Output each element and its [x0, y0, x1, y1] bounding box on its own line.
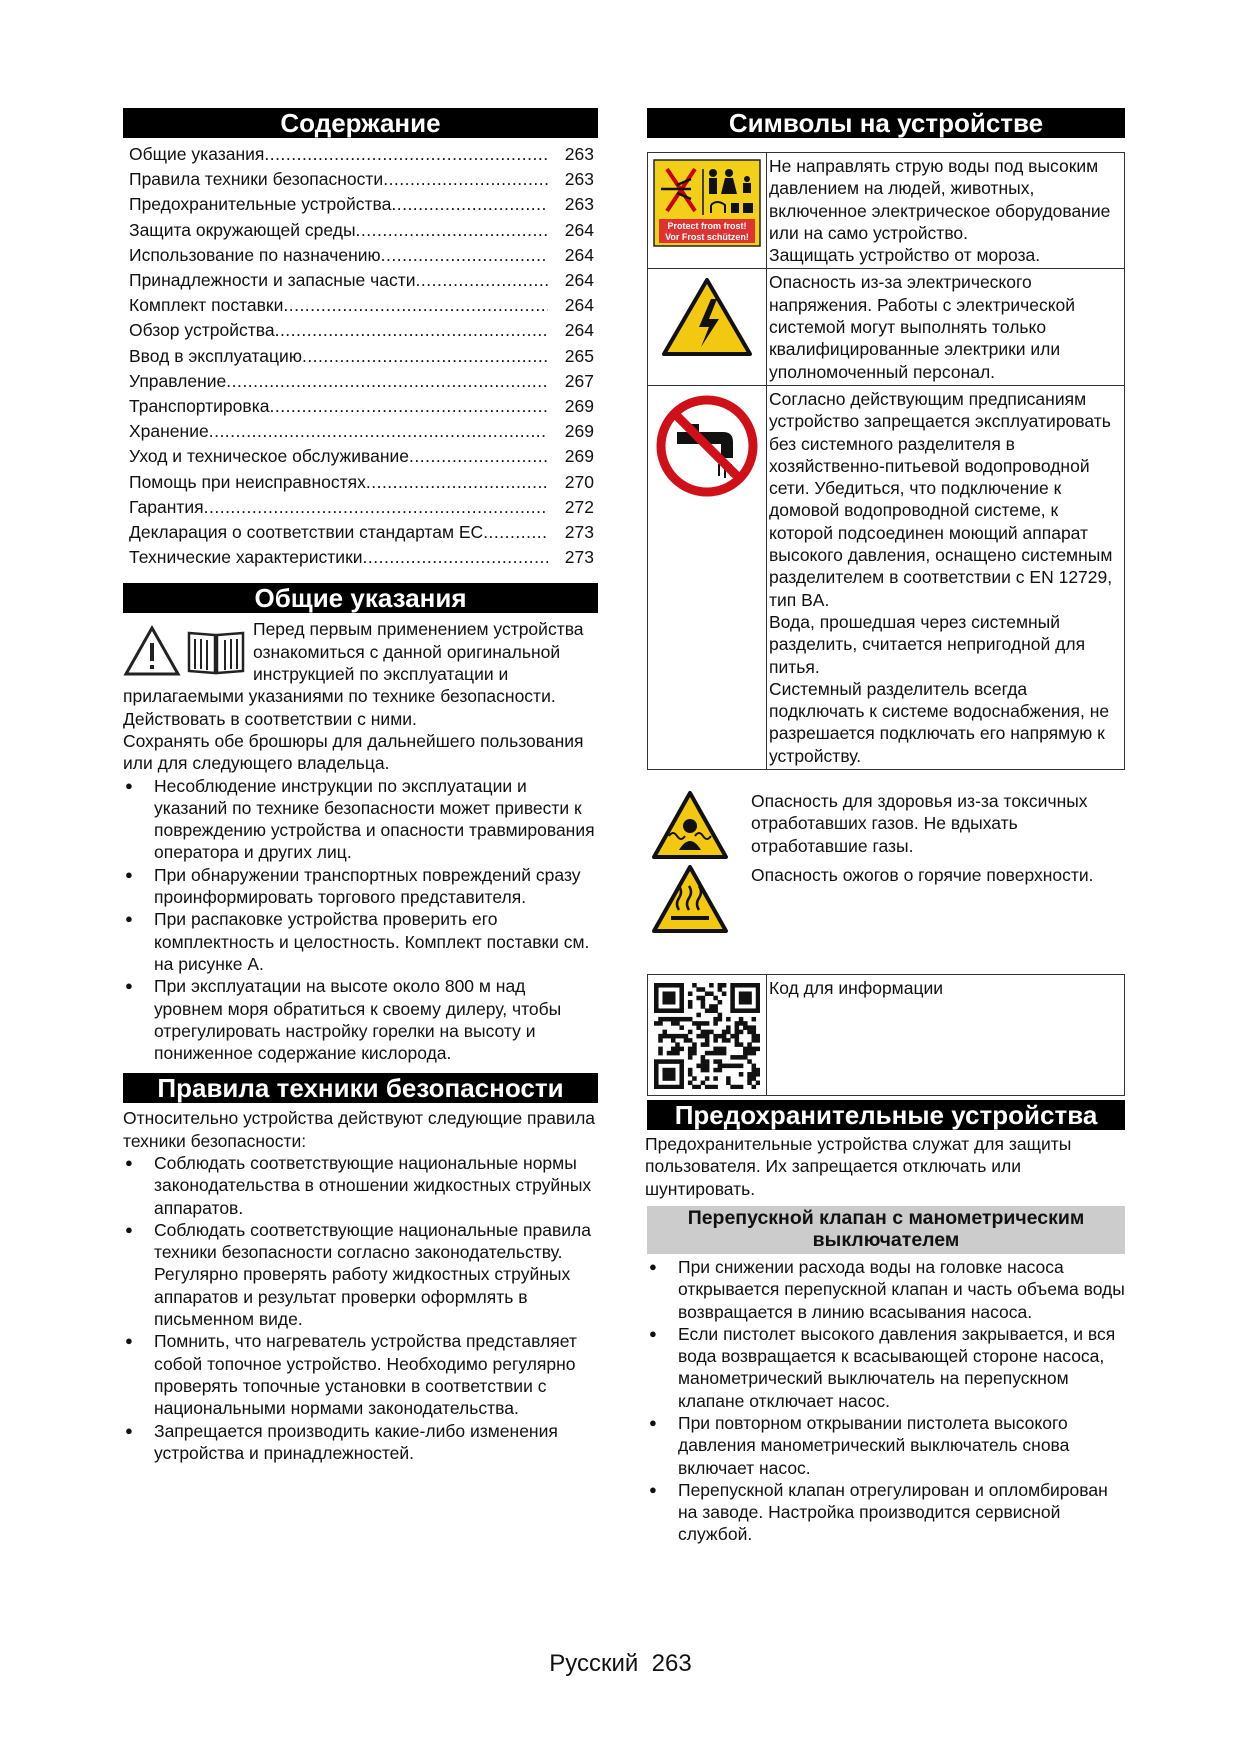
electric-hazard-icon	[661, 277, 753, 357]
list-item: ● При распаковке устройства проверить его комплектность и целостность. Комплект поставки см. на рисунке A.	[123, 908, 598, 975]
symbol-text: Вода, прошедшая через системный разделить, считается непригодной для питья.	[769, 611, 1086, 677]
list-item: ● При повторном открывании пистолета высокого давления манометрический выключатель снова включает насос.	[647, 1412, 1125, 1479]
toc-leader-dots	[269, 394, 548, 419]
symbol-text: Не направлять струю воды под высоким давлением на людей, животных, включенное электрическое оборудование или на само устройство.	[769, 156, 1111, 243]
symbol-text: Согласно действующим предписаниям устройство запрещается эксплуатировать без системного разделителя в хозяйственно-питьевой водопроводной сети. Убедиться, что подключение к домовой водопроводной системе, к которой подсоединен моющий аппарат высокого давления, оснащено системным разделителем в соответствии с EN 12729, тип BA.	[769, 388, 1113, 610]
toc-entry-title: Защита окружающей среды	[129, 219, 356, 240]
frost-label-de: Vor Frost schützen!	[665, 232, 749, 242]
toc-entry-title: Уход и техническое обслуживание	[129, 446, 410, 467]
toc-entry-title: Технические характеристики	[129, 547, 363, 568]
toc-entry-page: 264	[564, 295, 594, 316]
general-intro: Перед первым применением устройства ознакомиться с данной оригинальной инструкцией по эксплуатации и прилагаемыми указаниями по технике безопасности. Действовать в соответствии с ними.	[123, 619, 584, 729]
left-column	[123, 108, 598, 1464]
toc-entry[interactable]	[129, 419, 598, 444]
warning-manual-icons	[123, 620, 253, 682]
toc-entry-page: 273	[564, 522, 594, 543]
toc-entry-title: Общие указания	[129, 144, 265, 164]
toc-entry-title: Принадлежности и запасные части	[129, 270, 416, 291]
symbol-text: Системный разделитель всегда подключать к системе водоснабжения, не разрешается подключать его напрямую к устройству.	[769, 678, 1110, 766]
list-item: ● Соблюдать соответствующие национальные нормы законодательства в отношении жидкостных струйных аппаратов.	[123, 1152, 598, 1219]
toc-entry-title: Декларация о соответствии стандартам ЕС	[129, 522, 484, 543]
symbol-row-no-spray	[648, 153, 1124, 268]
list-item: ● Если пистолет высокого давления закрывается, и вся вода возвращается к всасывающей стороне насоса, манометрический выключатель на перепускном клапане отключает насос.	[647, 1323, 1125, 1412]
symbol-text: Опасность ожогов о горячие поверхности.	[751, 865, 1094, 886]
general-section	[123, 618, 598, 1064]
toc-entry-title: Предохранительные устройства	[129, 194, 392, 215]
toc-leader-dots	[302, 344, 548, 369]
toc-entry[interactable]	[129, 268, 598, 293]
manual-book-icon	[185, 625, 247, 677]
toc-leader-dots	[264, 142, 548, 167]
toc-leader-dots	[409, 444, 548, 469]
toc-entry[interactable]	[129, 520, 598, 545]
toc-entry-title: Обзор устройства	[129, 320, 275, 341]
toc-entry[interactable]	[129, 293, 598, 318]
toc-entry-title: Использование по назначению	[129, 244, 381, 265]
list-item: ● Запрещается производить какие-либо изменения устройства и принадлежностей.	[123, 1420, 598, 1465]
toc-entry-title: Правила техники безопасности	[129, 169, 384, 190]
no-direct-water-connection-icon	[655, 394, 759, 498]
protective-intro: Предохранительные устройства служат для защиты пользователя. Их запрещается отключать или шунтировать.	[645, 1134, 1072, 1199]
toc-entry-page: 264	[564, 244, 594, 265]
toc-entry-page: 263	[564, 144, 594, 164]
qr-code-icon	[654, 983, 760, 1089]
toc-leader-dots	[226, 369, 548, 394]
toc-entry-title: Помощь при неисправностях	[129, 471, 366, 492]
toc-leader-dots	[383, 167, 548, 192]
toc-entry[interactable]	[129, 218, 598, 243]
toc-entry[interactable]	[129, 142, 598, 167]
toc-entry-page: 264	[564, 320, 594, 341]
toc-entry-page: 264	[564, 219, 594, 240]
symbol-row-qr	[648, 975, 1124, 1095]
toc-entry-title: Хранение	[129, 421, 209, 442]
symbols-heading: Символы на устройстве	[647, 108, 1125, 138]
protective-section	[647, 1256, 1125, 1546]
toc-entry-page: 263	[564, 194, 594, 215]
toc-entry-page: 269	[564, 396, 594, 417]
symbol-row-no-drinking-connection	[648, 385, 1124, 769]
toc-leader-dots	[204, 495, 548, 520]
symbol-row-toxic-gas	[647, 790, 1125, 860]
list-item: ● При эксплуатации на высоте около 800 м над уровнем моря обратиться к своему дилеру, чтобы отрегулировать настройку горелки на высоту и пониженное содержание кислорода.	[123, 975, 598, 1064]
list-item: ● При снижении расхода воды на головке насоса открывается перепускной клапан и часть объема воды возвращается в линию всасывания насоса.	[647, 1256, 1125, 1323]
toc-entry[interactable]	[129, 192, 598, 217]
toc-entry-page: 263	[564, 169, 594, 190]
table-of-contents	[129, 142, 598, 570]
toc-entry-page: 273	[564, 547, 594, 568]
safety-heading: Правила техники безопасности	[123, 1073, 598, 1103]
hot-surface-icon	[651, 864, 729, 934]
page-number: 263	[651, 1650, 692, 1677]
toxic-gas-icon	[651, 790, 729, 860]
toc-entry-title: Гарантия	[129, 496, 204, 517]
toc-leader-dots	[283, 293, 548, 318]
list-item: ● Перепускной клапан отрегулирован и опломбирован на заводе. Настройка производится сервисной службой.	[647, 1479, 1125, 1546]
toc-leader-dots	[483, 520, 548, 545]
toc-entry[interactable]	[129, 369, 598, 394]
toc-entry-title: Комплект поставки	[129, 295, 284, 316]
symbol-text: Код для информации	[769, 978, 944, 999]
toc-entry-title: Управление	[129, 370, 227, 391]
symbols-table	[647, 152, 1125, 770]
toc-entry[interactable]	[129, 167, 598, 192]
symbol-row-electric	[648, 268, 1124, 384]
toc-leader-dots	[356, 218, 548, 243]
toc-entry[interactable]	[129, 470, 598, 495]
toc-entry-page: 265	[564, 345, 594, 366]
toc-entry[interactable]	[129, 394, 598, 419]
toc-leader-dots	[391, 192, 548, 217]
footer-language: Русский	[549, 1650, 639, 1677]
toc-entry[interactable]	[129, 545, 598, 570]
toc-leader-dots	[363, 545, 548, 570]
toc-entry[interactable]	[129, 318, 598, 343]
safety-intro: Относительно устройства действуют следующие правила техники безопасности:	[123, 1108, 596, 1151]
toc-entry[interactable]	[129, 344, 598, 369]
toc-entry-title: Транспортировка	[129, 396, 270, 417]
symbol-text: Опасность для здоровья из-за токсичных отработавших газов. Не вдыхать отработавшие газы.	[751, 791, 1088, 856]
protective-heading: Предохранительные устройства	[647, 1100, 1125, 1130]
general-heading: Общие указания	[123, 583, 598, 613]
safety-section	[123, 1107, 598, 1464]
no-spray-frost-icon	[653, 159, 761, 247]
warning-triangle-icon	[123, 625, 181, 677]
toc-entry[interactable]	[129, 444, 598, 469]
toc-leader-dots	[209, 419, 548, 444]
right-column	[647, 108, 1125, 1546]
qr-table	[647, 974, 1125, 1096]
symbol-text: Защищать устройство от мороза.	[769, 245, 1041, 266]
toc-entry-page: 269	[564, 446, 594, 467]
toc-leader-dots	[416, 268, 548, 293]
symbol-text: Опасность из-за электрического напряжения. Работы с электрической системой могут выполнять только квалифицированные электрики или уполномоченный персонал.	[769, 272, 1076, 382]
toc-entry[interactable]	[129, 495, 598, 520]
toc-entry-page: 269	[564, 421, 594, 442]
toc-entry[interactable]	[129, 243, 598, 268]
toc-leader-dots	[381, 243, 548, 268]
toc-entry-page: 272	[564, 496, 594, 517]
toc-leader-dots	[275, 318, 548, 343]
toc-heading: Содержание	[123, 108, 598, 138]
safety-list	[123, 1152, 598, 1464]
symbol-row-hot-surface	[647, 864, 1125, 934]
toc-entry-page: 264	[564, 270, 594, 291]
frost-label-en: Protect from frost!	[667, 221, 747, 231]
list-item: ● Несоблюдение инструкции по эксплуатации и указаний по технике безопасности может привести к повреждению устройства и опасности травмирования оператора и других лиц.	[123, 775, 598, 864]
general-list	[123, 775, 598, 1065]
list-item: ● Соблюдать соответствующие национальные правила техники безопасности согласно законодательству. Регулярно проверять работу жидкостных струйных аппаратов и результат проверки оформлять в письменном виде.	[123, 1219, 598, 1330]
general-keep: Сохранять обе брошюры для дальнейшего пользования или для следующего владельца.	[123, 730, 584, 774]
bypass-valve-heading: Перепускной клапан с манометрическим выключателем	[647, 1206, 1125, 1254]
protective-list	[647, 1256, 1125, 1546]
page-footer	[0, 1650, 1241, 1678]
toc-entry-page: 270	[564, 471, 594, 492]
list-item: ● При обнаружении транспортных повреждений сразу проинформировать торгового представителя.	[123, 864, 598, 909]
toc-entry-page: 267	[564, 370, 594, 391]
toc-entry-title: Ввод в эксплуатацию	[129, 345, 302, 366]
list-item: ● Помнить, что нагреватель устройства представляет собой топочное устройство. Необходимо регулярно проверять топочные установки в соответствии с национальными нормами законодательства.	[123, 1330, 598, 1419]
toc-leader-dots	[366, 470, 548, 495]
